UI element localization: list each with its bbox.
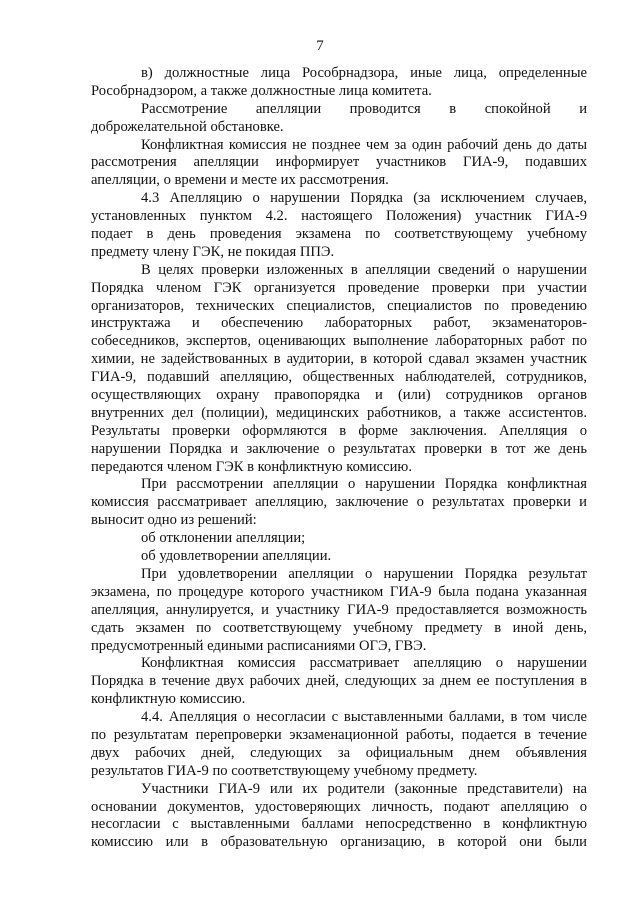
text-line: организаторов, технических специалистов, специалистов по проведению [91, 297, 587, 314]
text-line: нарушении Порядка и заключение о результатах проверки в тот же день [91, 440, 587, 457]
text-line: 4.3 Апелляцию о нарушении Порядка (за исключением случаев, [141, 190, 587, 207]
text-line: Рассмотрение апелляции проводится в спокойной и [141, 100, 587, 117]
text-line: Участники ГИА-9 или их родители (законные представители) на [141, 780, 587, 797]
text-line: по результатам перепроверки экзаменационной работы, подается в течение [91, 726, 587, 743]
text-line: осуществляющих охрану правопорядка и (или) сотрудников органов [91, 387, 587, 404]
text-line: двух рабочих дней, следующих за официальным днем объявления [91, 744, 587, 761]
text-line: предмету члену ГЭК, не покидая ППЭ. [91, 243, 335, 260]
text-line: сдать экзамен по соответствующему учебному предмету в иной день, [91, 619, 587, 636]
text-line: ГИА-9, подавший апелляцию, общественных наблюдателей, сотрудников, [91, 369, 587, 386]
text-line: комиссия рассматривает апелляцию, заключение о результатах проверки и [91, 494, 587, 511]
text-line: В целях проверки изложенных в апелляции сведений о нарушении [141, 261, 587, 278]
page-number: 7 [316, 38, 324, 54]
text-line: передаются членом ГЭК в конфликтную комиссию. [91, 458, 412, 475]
text-line: комиссию или в образовательную организацию, в которой они были [91, 834, 587, 851]
text-line: подает в день проведения экзамена по соответствующему учебному [91, 226, 587, 243]
text-line: несогласии с выставленными баллами непосредственно в конфликтную [91, 816, 587, 833]
text-line: 4.4. Апелляция о несогласии с выставленными баллами, в том числе [141, 709, 587, 726]
text-line: экзамена, по процедуре которого участником ГИА-9 была подана указанная [91, 583, 587, 600]
text-line: об удовлетворении апелляции. [141, 548, 332, 565]
text-line: об отклонении апелляции; [141, 530, 306, 547]
text-line: внутренних дел (полиции), медицинских работников, а также ассистентов. [91, 404, 587, 421]
text-line: апелляции, о времени и месте их рассмотрения. [91, 172, 389, 189]
text-line: доброжелательной обстановке. [91, 118, 284, 135]
text-line: рассмотрения апелляции информирует участников ГИА-9, подавших [91, 154, 587, 171]
text-line: Конфликтная комиссия не позднее чем за один рабочий день до даты [141, 136, 587, 153]
text-line: основании документов, удостоверяющих личность, подают апелляцию о [91, 798, 587, 815]
document-body [91, 65, 587, 852]
text-line: выносит одно из решений: [91, 512, 257, 529]
text-line: установленных пунктом 4.2. настоящего Положения) участник ГИА-9 [91, 208, 587, 225]
text-line: химии, не задействованных в аудитории, в которой сдавал экзамен участник [91, 351, 587, 368]
text-line: При рассмотрении апелляции о нарушении Порядка конфликтная [141, 476, 587, 493]
text-line: конфликтную комиссию. [91, 691, 246, 708]
text-line: результатов ГИА-9 по соответствующему учебному предмету. [91, 762, 478, 779]
text-line: предусмотренный едиными расписаниями ОГЭ, ГВЭ. [91, 637, 427, 654]
text-line: Порядка членом ГЭК организуется проведение проверки при участии [91, 279, 587, 296]
text-line: При удовлетворении апелляции о нарушении Порядка результат [141, 565, 587, 582]
text-line: инструктажа и обеспечению лабораторных работ, экзаменаторов- [91, 315, 587, 332]
text-line: Рособрнадзором, а также должностные лица комитета. [91, 82, 432, 99]
text-line: в) должностные лица Рособрнадзора, иные лица, определенные [141, 65, 587, 81]
text-line: апелляция, аннулируется, и участнику ГИА-9 предоставляется возможность [91, 601, 587, 618]
text-line: Результаты проверки оформляются в форме заключения. Апелляция о [91, 422, 587, 439]
text-line: Конфликтная комиссия рассматривает апелляцию о нарушении [141, 655, 587, 672]
text-line: собеседников, экспертов, оценивающих выполнение лабораторных работ по [91, 333, 587, 350]
text-line: Порядка в течение двух рабочих дней, следующих за днем ее поступления в [91, 673, 587, 690]
